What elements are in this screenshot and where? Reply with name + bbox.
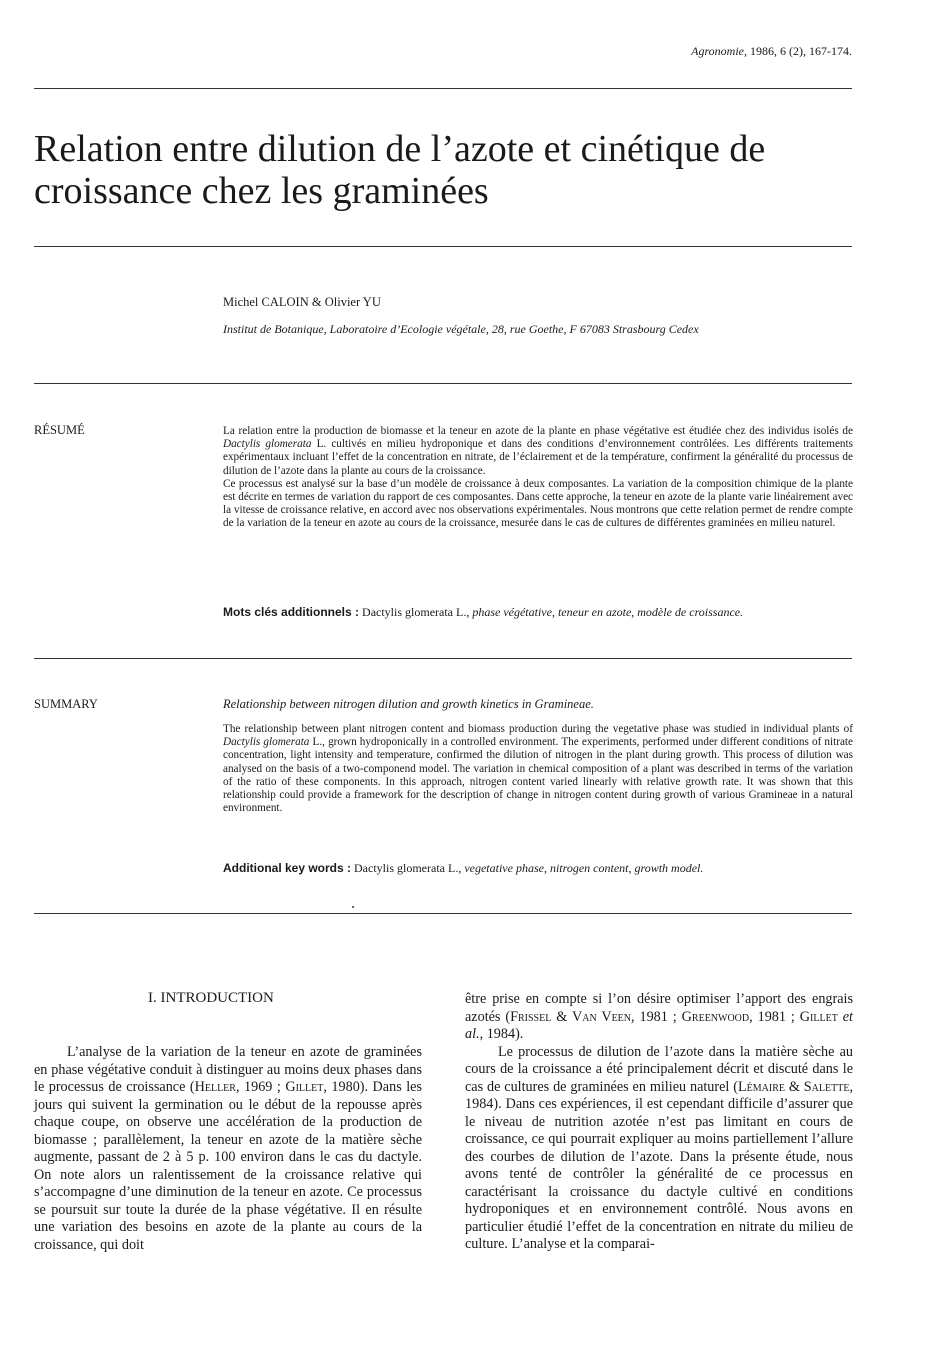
authors: Michel CALOIN & Olivier YU bbox=[223, 295, 381, 309]
keywords-label: Additional key words : bbox=[223, 861, 352, 875]
summary-top-rule bbox=[34, 658, 852, 659]
body-paragraph: être prise en compte si l’on désire optimiser l’apport des engrais azotés (Frissel & Van Veen, 1981 ; Greenwood, 1981 ; Gillet et al., 1984). bbox=[465, 991, 853, 1042]
summary-label: SUMMARY bbox=[34, 697, 98, 711]
resume-keywords: Mots clés additionnels : Dactylis glomerata L., phase végétative, teneur en azote, modèle de croissance. bbox=[223, 605, 744, 619]
journal-citation bbox=[691, 44, 852, 59]
keywords-label: Mots clés additionnels : bbox=[223, 605, 360, 619]
affiliation: Institut de Botanique, Laboratoire d’Ecologie végétale, 28, rue Goethe, F 67083 Strasbourg Cedex bbox=[223, 322, 699, 336]
intro-left-column bbox=[34, 1044, 422, 1254]
resume-top-rule bbox=[34, 383, 852, 384]
journal-name: Agronomie, bbox=[691, 44, 747, 58]
body-paragraph: L’analyse de la variation de la teneur en azote de graminées en phase végétative conduit à distinguer au moins deux phases dans le processus de croissance (Heller, 1969 ; Gillet, 1980). Dans les jours qui suivent la germination ou le début de la repousse après chaque coupe, on observe une accélération de la production de biomasse ; parallèlement, la teneur en azote de la matière sèche augmente, passant de 2 à 5 p. 100 environ dans le cas du dactyle. On note alors un ralentissement de la croissance relative qui s’accompagne d’une diminution de la teneur en azote. Ce processus se poursuit sur toute la durée de la phase végétative. Il en résulte une variation des besoins en azote de la plante au cours de la croissance, qui doit bbox=[34, 1044, 422, 1253]
section-heading: I. INTRODUCTION bbox=[148, 990, 274, 1006]
summary-paragraph: The relationship between plant nitrogen content and biomass production during the vegetative phase was studied in individual plants of Dactylis glomerata L., grown hydroponically in a controlled environment. The experiments, performed under different conditions of nitrate concentration, light intensity and temperature, confirmed the dilution of nitrogen in the plant during growth. This process of dilution was analysed on the basis of a two-componend model. The variation in chemical composition of a plant was described in terms of the variation of the ratio of these components. In this approach, nitrogen content varied linearly with relative growth rate. It was shown that this relationship could provide a framework for the description of change in nitrogen content during growth of various Gramineae in a natural environment. bbox=[223, 723, 853, 815]
resume-paragraph: Ce processus est analysé sur la base d’un modèle de croissance à deux composantes. La variation de la composition chimique de la plante est décrite en termes de variation du rapport de ces composantes. Dans cette approche, la teneur en azote de la plante varie linéairement avec la vitesse de croissance relative, en accord avec nos observations expérimentales. Nous montrons que cette relation permet de rendre compte de la variation de la teneur en azote au cours de la croissance, mesurée dans le cas de cultures de différentes graminées en milieu naturel. bbox=[223, 477, 853, 530]
resume-text bbox=[223, 425, 853, 531]
body-paragraph: Le processus de dilution de l’azote dans la matière sèche au cours de la croissance a été principalement décrit et discuté dans le cas de cultures de graminées en milieu naturel (Lémaire & Salette, 1984). Dans ces expériences, il est cependant difficile d’assurer que le niveau de nutrition azotée n’est pas limitant en cours de croissance, ce qui pourrait expliquer au moins partiellement l’allure des courbes de dilution de l’azote. Dans la présente étude, nous avons tenté de contrôler la généralité de ce processus en caractérisant la croissance du dactyle cultivé en conditions hydroponiques et en environnement contrôlé. Nous avons en particulier étudié l’effet de la concentration en nitrate du milieu de culture. L’analyse et la comparai- bbox=[465, 1043, 853, 1252]
title-rule bbox=[34, 246, 852, 247]
summary-keywords: Additional key words : Dactylis glomerata L., vegetative phase, nitrogen content, growth model. bbox=[223, 861, 704, 875]
resume-label: RÉSUMÉ bbox=[34, 423, 85, 437]
article-title: Relation entre dilution de l’azote et cinétique de croissance chez les graminées bbox=[34, 128, 766, 212]
top-rule bbox=[34, 88, 852, 89]
intro-right-column bbox=[465, 991, 853, 1254]
summary-title: Relationship between nitrogen dilution and growth kinetics in Gramineae. bbox=[223, 697, 594, 711]
summary-bottom-rule bbox=[34, 913, 852, 914]
citation-details: 1986, 6 (2), 167-174. bbox=[750, 44, 852, 58]
speck bbox=[352, 906, 354, 908]
resume-paragraph: La relation entre la production de biomasse et la teneur en azote de la plante en phase végétative est étudiée chez des individus isolés de Dactylis glomerata L. cultivés en milieu hydroponique et dans des conditions d’environnement contrôlées. Les différents traitements expérimentaux incluant l’effet de la concentration en nitrate, de l’éclairement et de la température, confirment la généralité du processus de dilution de l’azote dans la plante au cours de la croissance. bbox=[223, 425, 853, 477]
summary-text bbox=[223, 723, 853, 815]
